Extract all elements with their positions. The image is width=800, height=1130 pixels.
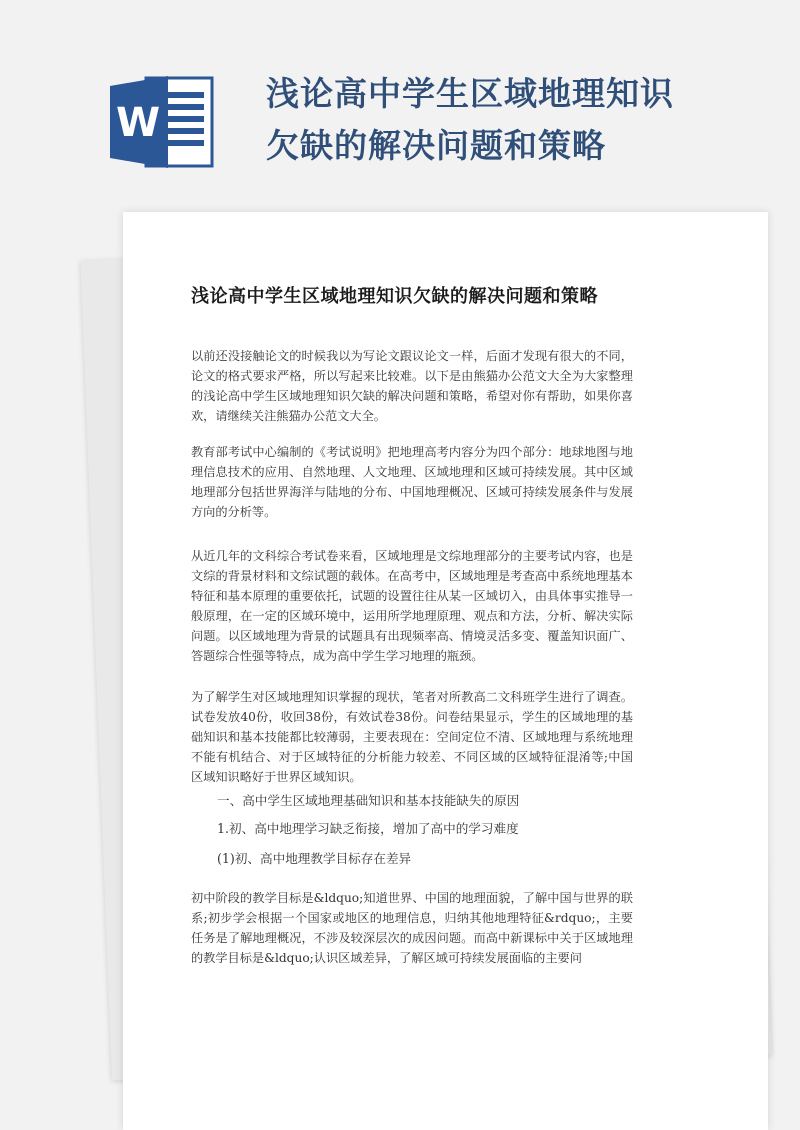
logo-letter: W <box>115 100 161 146</box>
paragraph-exam-analysis: 从近几年的文科综合考试卷来看，区域地理是文综地理部分的主要考试内容，也是文综的背景材料和文综试题的载体。在高考中，区域地理是考查高中系统地理基本特征和基本原理的重要依托，试题的设置往往从某一区域切入，由具体事实推导一般原理，在一定的区域环境中，运用所学地理原理、观点和方法，分析、解决实际问题。以区域地理为背景的试题具有出现频率高、情境灵活多变、覆盖知识面广、答题综合性强等特点，成为高中学生学习地理的瓶颈。 <box>191 549 633 663</box>
document-title: 浅论高中学生区域地理知识欠缺的解决问题和策略 <box>191 286 598 307</box>
paragraph-teaching-goals: 初中阶段的教学目标是&ldquo;知道世界、中国的地理面貌，了解中国与世界的联系;初步学会根据一个国家或地区的地理信息，归纳其他地理特征&rdquo;，主要任务是了解地理概况，不涉及较深层次的成因问题。而高中新课标中关于区域地理的教学目标是&ldquo;认识区域差异，了解区域可持续发展面临的主要问 <box>191 891 633 965</box>
header <box>0 0 800 200</box>
word-document-icon <box>108 72 218 172</box>
section-heading-3: (1)初、高中地理教学目标存在差异 <box>217 851 412 866</box>
paragraph-survey: 为了解学生对区域地理知识掌握的现状，笔者对所教高二文科班学生进行了调查。试卷发放40份，收回38份，有效试卷38份。问卷结果显示，学生的区域地理的基础知识和基本技能都比较薄弱，主要表现在：空间定位不清、区域地理与系统地理不能有机结合、对于区域特征的分析能力较差、不同区域的区域特征混淆等;中国区域知识略好于世界区域知识。 <box>191 690 633 784</box>
section-heading-2: 1.初、高中地理学习缺乏衔接，增加了高中的学习难度 <box>217 821 519 836</box>
page-title: 浅论高中学生区域地理知识欠缺的解决问题和策略 <box>266 74 674 165</box>
document-page <box>123 212 768 1130</box>
paragraph-exam-outline: 教育部考试中心编制的《考试说明》把地理高考内容分为四个部分：地球地图与地理信息技术的应用、自然地理、人文地理、区域地理和区域可持续发展。其中区域地理部分包括世界海洋与陆地的分布、中国地理概况、区域可持续发展条件与发展方向的分析等。 <box>191 445 633 519</box>
paragraph-intro: 以前还没接触论文的时候我以为写论文跟议论文一样，后面才发现有很大的不同，论文的格式要求严格，所以写起来比较难。以下是由熊猫办公范文大全为大家整理的浅论高中学生区域地理知识欠缺的解决问题和策略，希望对你有帮助，如果你喜欢，请继续关注熊猫办公范文大全。 <box>191 349 633 423</box>
section-heading-1: 一、高中学生区域地理基础知识和基本技能缺失的原因 <box>217 793 520 808</box>
